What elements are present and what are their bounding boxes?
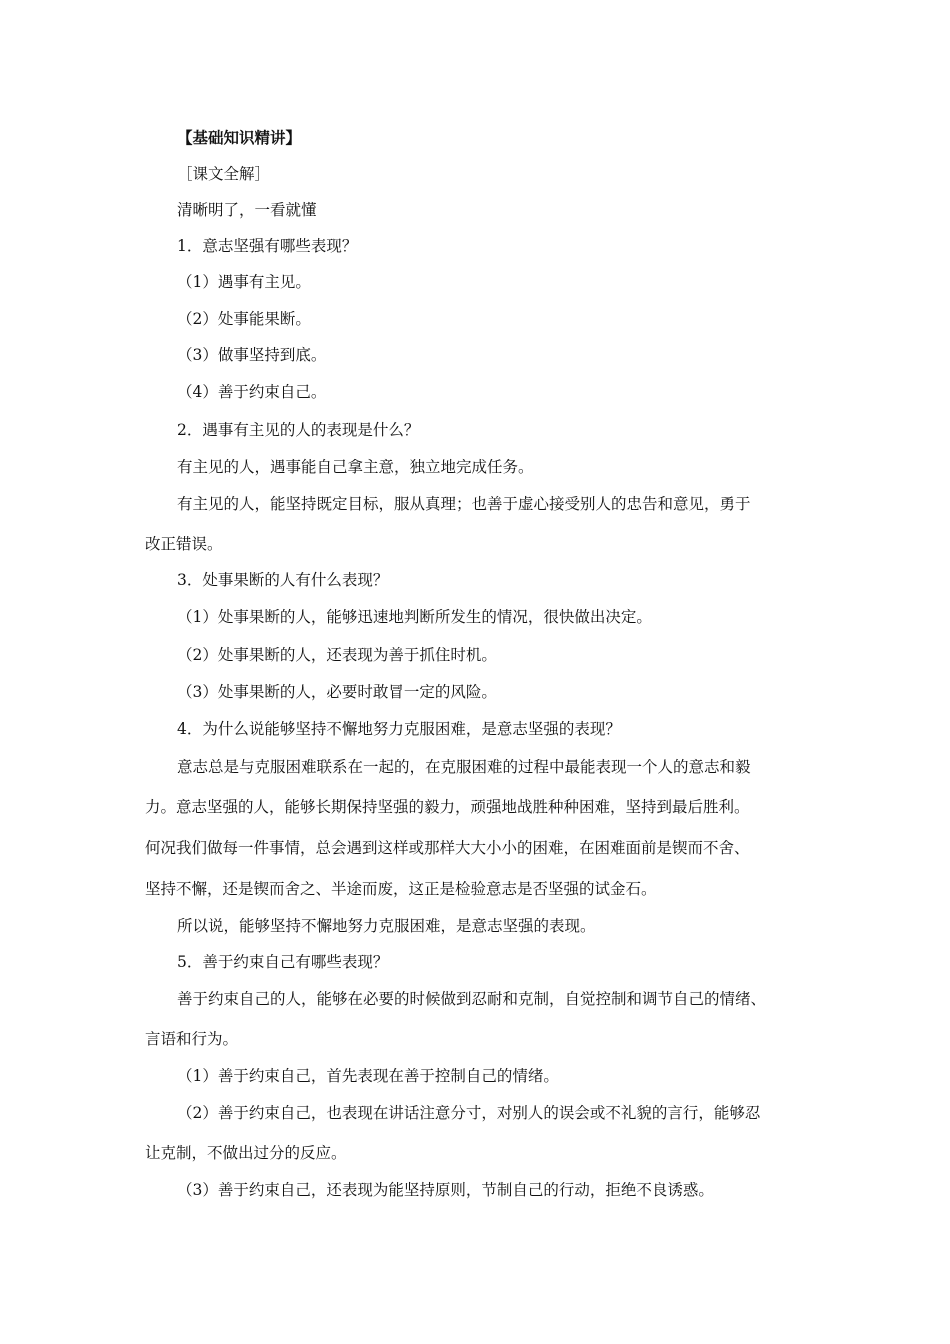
section-subheading: ［课文全解］ bbox=[177, 165, 271, 183]
q4-paragraph-cont: 力。意志坚强的人，能够长期保持坚强的毅力，顽强地战胜种种困难，坚持到最后胜利。 bbox=[145, 798, 750, 816]
q4-paragraph-cont: 坚持不懈，还是锲而舍之、半途而废，这正是检验意志是否坚强的试金石。 bbox=[145, 880, 657, 898]
q5-item: （2）善于约束自己，也表现在讲话注意分寸，对别人的误会或不礼貌的言行，能够忍 bbox=[177, 1104, 761, 1122]
section-heading: 【基础知识精讲】 bbox=[177, 128, 302, 147]
question-3: 3．处事果断的人有什么表现？ bbox=[177, 571, 389, 589]
question-1: 1．意志坚强有哪些表现？ bbox=[177, 237, 358, 255]
q4-paragraph-cont: 何况我们做每一件事情，总会遇到这样或那样大大小小的困难，在困难面前是锲而不舍、 bbox=[145, 839, 750, 857]
intro-text: 清晰明了，一看就懂 bbox=[177, 201, 317, 219]
q2-paragraph-cont: 改正错误。 bbox=[145, 535, 223, 553]
q5-paragraph-cont: 言语和行为。 bbox=[145, 1030, 239, 1048]
q5-item-cont: 让克制，不做出过分的反应。 bbox=[145, 1144, 347, 1162]
question-5: 5．善于约束自己有哪些表现？ bbox=[177, 953, 389, 971]
q1-item: （4）善于约束自己。 bbox=[177, 383, 327, 401]
q2-paragraph: 有主见的人，能坚持既定目标，服从真理；也善于虚心接受别人的忠告和意见，勇于 bbox=[177, 495, 751, 513]
q4-paragraph: 意志总是与克服困难联系在一起的，在克服困难的过程中最能表现一个人的意志和毅 bbox=[177, 758, 751, 776]
q5-paragraph: 善于约束自己的人，能够在必要的时候做到忍耐和克制，自觉控制和调节自己的情绪、 bbox=[177, 990, 767, 1008]
q4-conclusion: 所以说，能够坚持不懈地努力克服困难，是意志坚强的表现。 bbox=[177, 917, 596, 935]
question-2: 2．遇事有主见的人的表现是什么？ bbox=[177, 421, 420, 439]
q3-item: （2）处事果断的人，还表现为善于抓住时机。 bbox=[177, 646, 497, 664]
q3-item: （3）处事果断的人，必要时敢冒一定的风险。 bbox=[177, 683, 497, 701]
q3-item: （1）处事果断的人，能够迅速地判断所发生的情况，很快做出决定。 bbox=[177, 608, 652, 626]
q5-item: （3）善于约束自己，还表现为能坚持原则，节制自己的行动，拒绝不良诱惑。 bbox=[177, 1181, 714, 1199]
q1-item: （3）做事坚持到底。 bbox=[177, 346, 327, 364]
q2-paragraph: 有主见的人，遇事能自己拿主意，独立地完成任务。 bbox=[177, 458, 534, 476]
q1-item: （1）遇事有主见。 bbox=[177, 273, 311, 291]
question-4: 4．为什么说能够坚持不懈地努力克服困难，是意志坚强的表现？ bbox=[177, 720, 621, 738]
q1-item: （2）处事能果断。 bbox=[177, 310, 311, 328]
q5-item: （1）善于约束自己，首先表现在善于控制自己的情绪。 bbox=[177, 1067, 559, 1085]
